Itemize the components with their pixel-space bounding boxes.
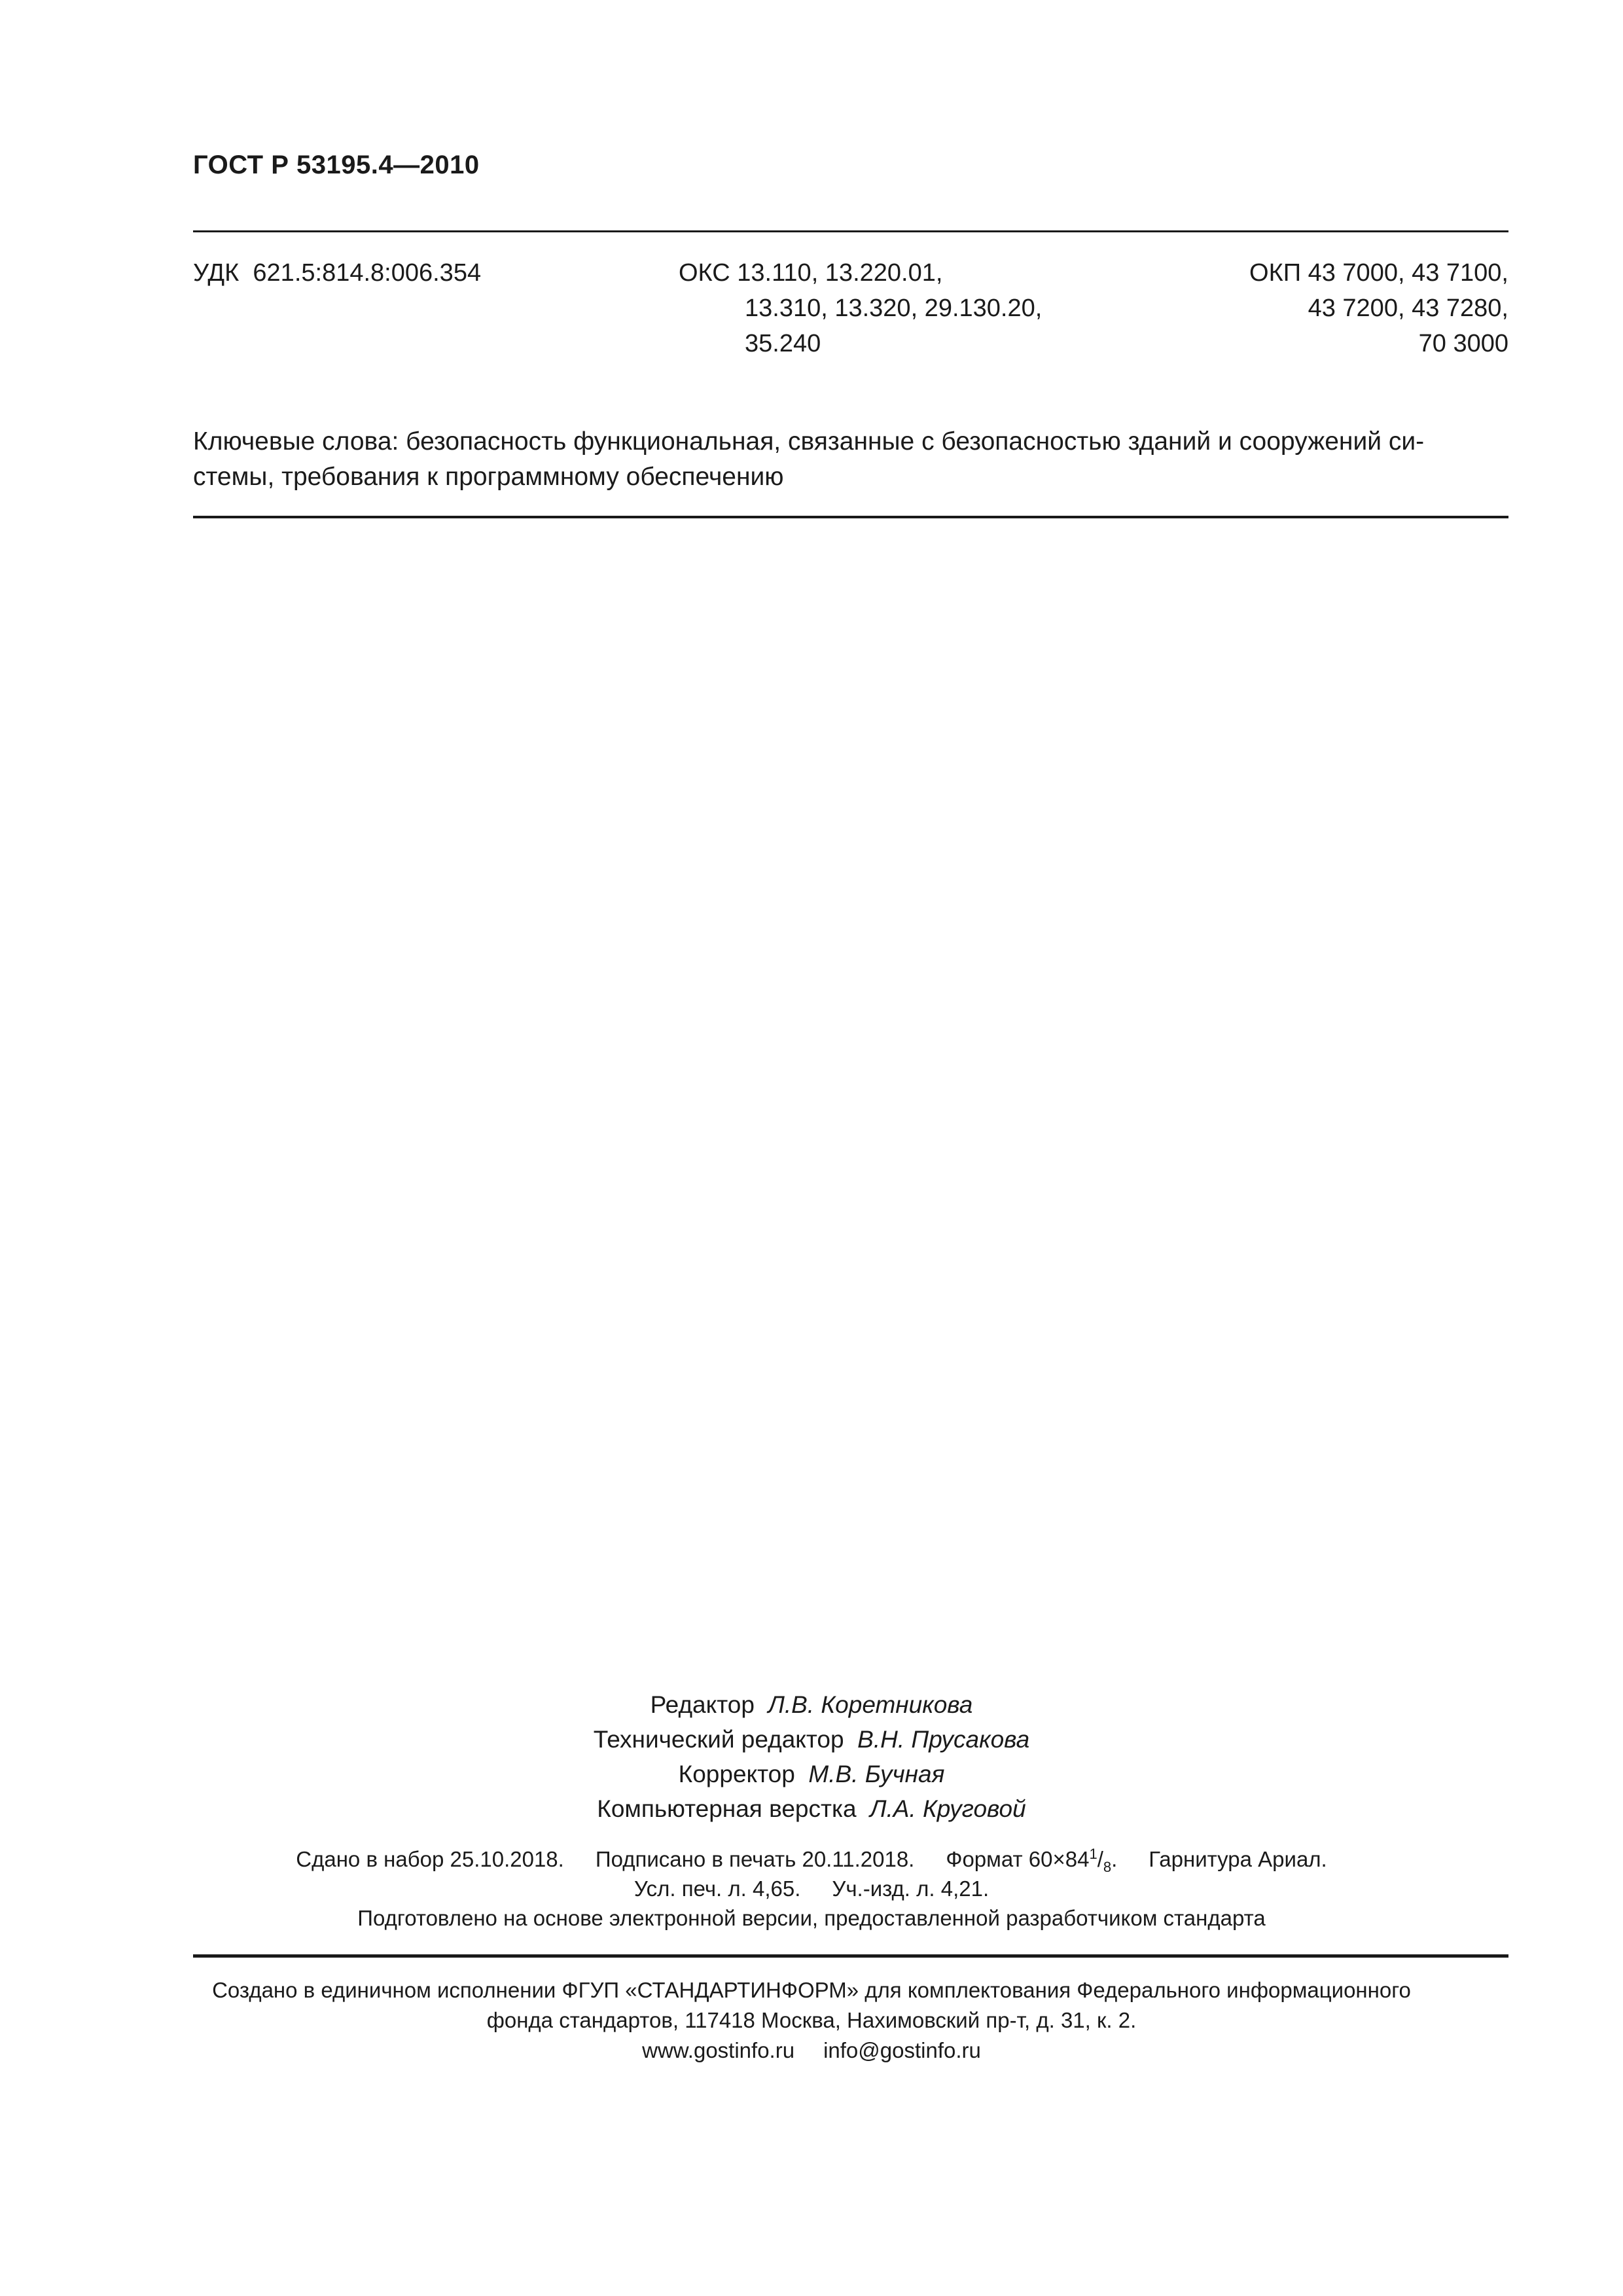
keywords-line-2: стемы, требования к программному обеспечению xyxy=(193,463,784,491)
footer xyxy=(0,1975,1623,2066)
oks-line-2: 13.310, 13.320, 29.130.20, xyxy=(745,295,1043,322)
okp-line-1: ОКП 43 7000, 43 7100, xyxy=(1249,259,1508,287)
footer-contacts xyxy=(0,2036,1623,2066)
footer-line-2: фонда стандартов, 117418 Москва, Нахимовский пр-т, д. 31, к. 2. xyxy=(486,2008,1137,2032)
oks-label: ОКС xyxy=(679,259,730,287)
paper-format: Формат $60\times 84^1/_8$. xyxy=(946,1846,1118,1875)
okp-line-2: 43 7200, 43 7280, xyxy=(1308,295,1508,322)
standard-number: ГОСТ Р 53195.4—2010 xyxy=(193,151,480,179)
udk-code: УДК 621.5:814.8:006.354 xyxy=(193,259,482,287)
typeface: Гарнитура Ариал. xyxy=(1149,1847,1327,1871)
oks-line-3: 35.240 xyxy=(745,330,821,357)
keywords-divider xyxy=(193,516,1508,518)
credit-name: М.В. Бучная xyxy=(808,1761,945,1787)
print-sheets: Усл. печ. л. 4,65. xyxy=(633,1876,801,1901)
imprint-note: Подготовлено на основе электронной версии, предоставленной разработчиком стандарта xyxy=(357,1906,1266,1930)
okp-codes xyxy=(1249,255,1508,361)
credit-editor: Редактор Л.В. Коретникова xyxy=(650,1691,973,1718)
submitted-date: Сдано в набор 25.10.2018. xyxy=(296,1847,564,1871)
credit-name: В.Н. Прусакова xyxy=(857,1726,1030,1753)
keywords xyxy=(193,424,1508,495)
publication-sheets: Уч.-изд. л. 4,21. xyxy=(832,1876,990,1901)
credit-tech-editor: Технический редактор В.Н. Прусакова xyxy=(593,1726,1030,1753)
credit-name: Л.В. Коретникова xyxy=(768,1691,973,1718)
email-link[interactable]: info@gostinfo.ru xyxy=(823,2038,981,2062)
oks-codes xyxy=(679,255,1042,361)
imprint xyxy=(0,1844,1623,1933)
website-link[interactable]: www.gostinfo.ru xyxy=(642,2038,795,2062)
footer-divider xyxy=(193,1954,1508,1958)
credit-name: Л.А. Круговой xyxy=(870,1795,1026,1822)
okp-line-3: 70 3000 xyxy=(1418,330,1508,357)
signed-date: Подписано в печать 20.11.2018. xyxy=(595,1847,915,1871)
oks-line-1: ОКС 13.110, 13.220.01, xyxy=(679,259,943,287)
imprint-line-1 xyxy=(0,1844,1623,1874)
top-divider xyxy=(193,230,1508,232)
credit-layout: Компьютерная верстка Л.А. Круговой xyxy=(597,1795,1026,1822)
imprint-line-2 xyxy=(0,1874,1623,1903)
credits xyxy=(0,1687,1623,1826)
keywords-line-1: Ключевые слова: безопасность функциональная, связанные с безопасностью зданий и сооружений си- xyxy=(193,427,1425,456)
credit-proofreader: Корректор М.В. Бучная xyxy=(678,1761,945,1787)
footer-line-1: Создано в единичном исполнении ФГУП «СТАНДАРТИНФОРМ» для комплектования Федерального информационного xyxy=(212,1978,1411,2002)
